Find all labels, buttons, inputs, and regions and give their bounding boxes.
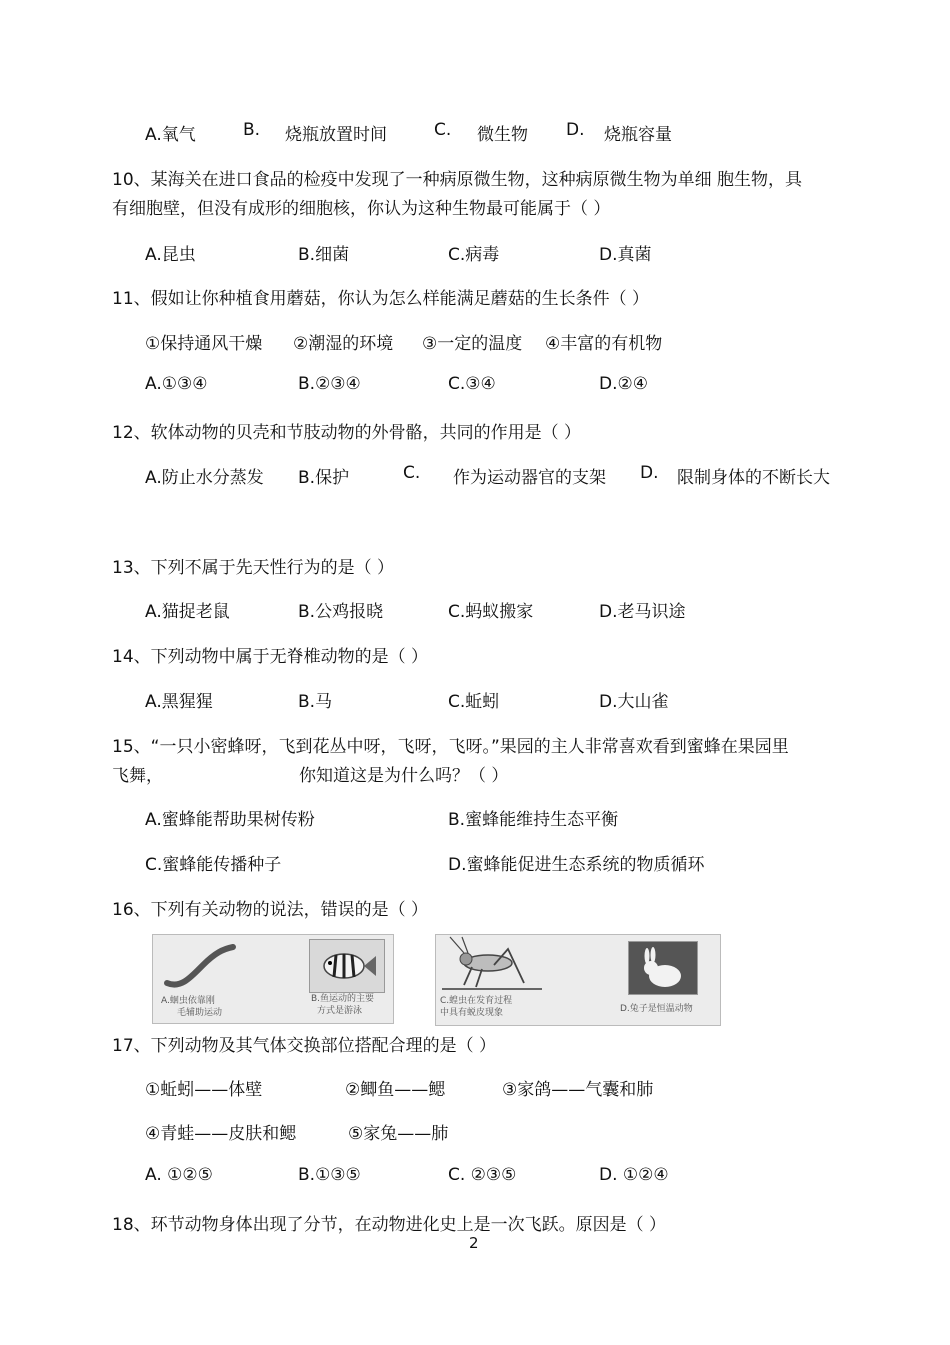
fish-photo [309,939,385,993]
q14-option-d: D.大山雀 [599,692,669,712]
q10-stem-line2: 有细胞壁，但没有成形的细胞核，你认为这种生物最可能属于（ ） [112,199,611,219]
q11-stem: 11、假如让你种植食用蘑菇，你认为怎么样能满足蘑菇的生长条件（ ） [112,289,650,309]
q11-option-a: A.①③④ [145,374,208,394]
q16-figure-right [435,934,721,1026]
q11-option-c: C.③④ [448,374,496,394]
q15-stem-line1: 15、“一只小密蜂呀，飞到花丛中呀，飞呀，飞呀。”果园的主人非常喜欢看到蜜蜂在果园里 [112,737,789,757]
q10-option-a: A.昆虫 [145,245,196,265]
q12-option-a: A.防止水分蒸发 [145,468,264,488]
q16-caption-c2: 中具有蜕皮现象 [440,1008,504,1018]
q17-option-c: C. ②③⑤ [448,1165,517,1185]
q15-option-c: C.蜜蜂能传播种子 [145,855,282,875]
q9-option-a: A.氧气 [145,125,196,145]
q13-option-b: B.公鸡报晓 [298,602,384,622]
q13-option-a: A.猫捉老鼠 [145,602,230,622]
q15-stem-line2a: 飞舞， [112,766,163,786]
q9-option-b-text: 烧瓶放置时间 [285,125,387,145]
q17-stem: 17、下列动物及其气体交换部位搭配合理的是（ ） [112,1036,497,1056]
q12-option-c-text: 作为运动器官的支架 [453,468,606,488]
q16-caption-a2: 毛辅助运动 [177,1008,223,1018]
q17-pair-3: ③家鸽——气囊和肺 [502,1080,654,1100]
q9-option-d-text: 烧瓶容量 [604,125,672,145]
q16-caption-d1: D.兔子是恒温动物 [620,1004,693,1014]
q17-option-d: D. ①②④ [599,1165,669,1185]
q10-option-b: B.细菌 [298,245,350,265]
q17-pair-1: ①蚯蚓——体壁 [145,1080,263,1100]
q12-option-d-letter: D. [640,463,659,483]
q13-option-c: C.蚂蚁搬家 [448,602,534,622]
q13-stem: 13、下列不属于先天性行为的是（ ） [112,558,395,578]
q16-caption-c1: C.蝗虫在发育过程 [440,996,513,1006]
q14-option-a: A.黑猩猩 [145,692,213,712]
q12-option-c-letter: C. [403,463,421,483]
q17-pair-5: ⑤家兔——肺 [348,1124,449,1144]
q17-pair-2: ②鲫鱼——鳃 [345,1080,446,1100]
grasshopper-icon [442,935,542,993]
q11-condition-2: ②潮湿的环境 [293,334,394,354]
q9-option-d-letter: D. [566,120,585,140]
q10-option-c: C.病毒 [448,245,500,265]
rabbit-icon [629,942,697,994]
q12-stem: 12、软体动物的贝壳和节肢动物的外骨骼，共同的作用是（ ） [112,423,582,443]
q15-option-a: A.蜜蜂能帮助果树传粉 [145,810,315,830]
q18-stem: 18、环节动物身体出现了分节，在动物进化史上是一次飞跃。原因是（ ） [112,1215,667,1235]
q16-stem: 16、下列有关动物的说法，错误的是（ ） [112,900,429,920]
q11-condition-1: ①保持通风干燥 [145,334,263,354]
q16-figure-left [152,934,394,1024]
q14-stem: 14、下列动物中属于无脊椎动物的是（ ） [112,647,429,667]
q11-option-d: D.②④ [599,374,648,394]
q17-pair-4: ④青蛙——皮肤和鳃 [145,1124,297,1144]
q16-caption-b1: B.鱼运动的主要 [311,994,375,1004]
q9-option-b-letter: B. [243,120,261,140]
earthworm-icon [161,941,241,991]
q16-caption-a1: A.蛔虫依靠刚 [161,996,215,1006]
q14-option-c: C.蚯蚓 [448,692,500,712]
rabbit-photo [628,941,698,995]
q12-option-d-text: 限制身体的不断长大 [677,468,830,488]
q13-option-d: D.老马识途 [599,602,686,622]
fish-icon [310,940,384,992]
q9-option-c-letter: C. [434,120,452,140]
q17-option-a: A. ①②⑤ [145,1165,213,1185]
q10-option-d: D.真菌 [599,245,652,265]
q15-stem-line2b: 你知道这是为什么吗？（ ） [299,766,509,786]
q11-option-b: B.②③④ [298,374,361,394]
q15-option-b: B.蜜蜂能维持生态平衡 [448,810,619,830]
q15-option-d: D.蜜蜂能促进生态系统的物质循环 [448,855,705,875]
q14-option-b: B.马 [298,692,333,712]
q11-condition-4: ④丰富的有机物 [545,334,663,354]
q10-stem-line1: 10、某海关在进口食品的检疫中发现了一种病原微生物，这种病原微生物为单细 胞生物，具 [112,170,803,190]
q9-option-c-text: 微生物 [477,125,528,145]
page-number: 2 [469,1234,479,1252]
q17-option-b: B.①③⑤ [298,1165,361,1185]
q11-condition-3: ③一定的温度 [422,334,523,354]
q16-caption-b2: 方式是游泳 [317,1006,363,1016]
q12-option-b: B.保护 [298,468,350,488]
